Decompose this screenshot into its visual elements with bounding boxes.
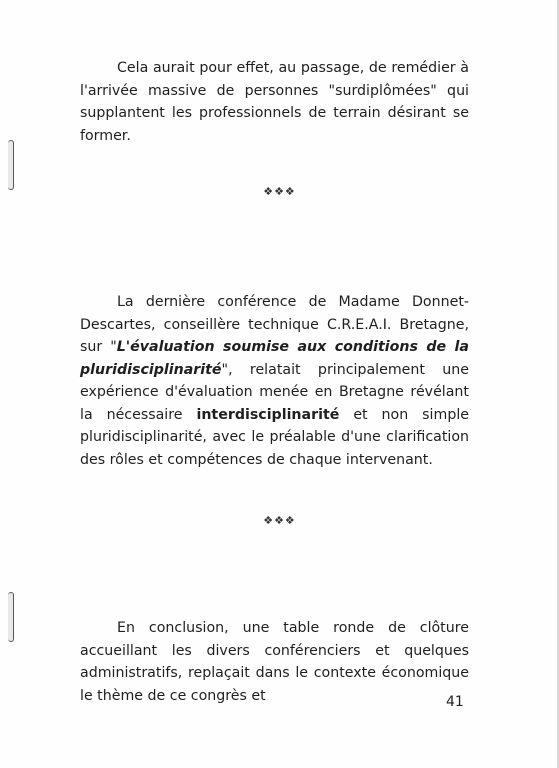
paragraph-3-text: En conclusion, une table ronde de clôture accueillant les divers conférenciers et quelques administratifs, replaçait dans le contexte économique le thème de ce congrès et [80,620,469,704]
section-separator-1: ❖❖❖ [263,185,296,198]
binding-staple-bottom [8,592,14,642]
paragraph-1 [80,57,469,147]
section-separator-2: ❖❖❖ [263,514,296,527]
paragraph-2-part2: ", relatait principalement une expérience d'évaluation menée en Bretagne révélant la nécessaire [80,361,469,423]
conference-title: L'évaluation soumise aux conditions de la pluridisciplinarité [80,339,469,378]
binding-staple-top [8,140,14,190]
page-number: 41 [446,694,464,710]
paragraph-2-part1: La dernière conférence de Madame Donnet-Descartes, conseillère technique C.R.E.A.I. Bretagne, sur " [80,294,469,355]
keyword-interdisciplinarite: interdisciplinarité [196,406,340,423]
paragraph-1-text: Cela aurait pour effet, au passage, de remédier à l'arrivée massive de personnes "surdiplômées" qui supplantent les professionnels de terrain désirant se former. [80,60,469,144]
paragraph-2 [80,291,469,471]
paragraph-2-part3: et non simple pluridisciplinarité, avec le préalable d'une clarification des rôles et compétences de chaque intervenant. [80,406,469,468]
paragraph-3 [80,617,469,707]
